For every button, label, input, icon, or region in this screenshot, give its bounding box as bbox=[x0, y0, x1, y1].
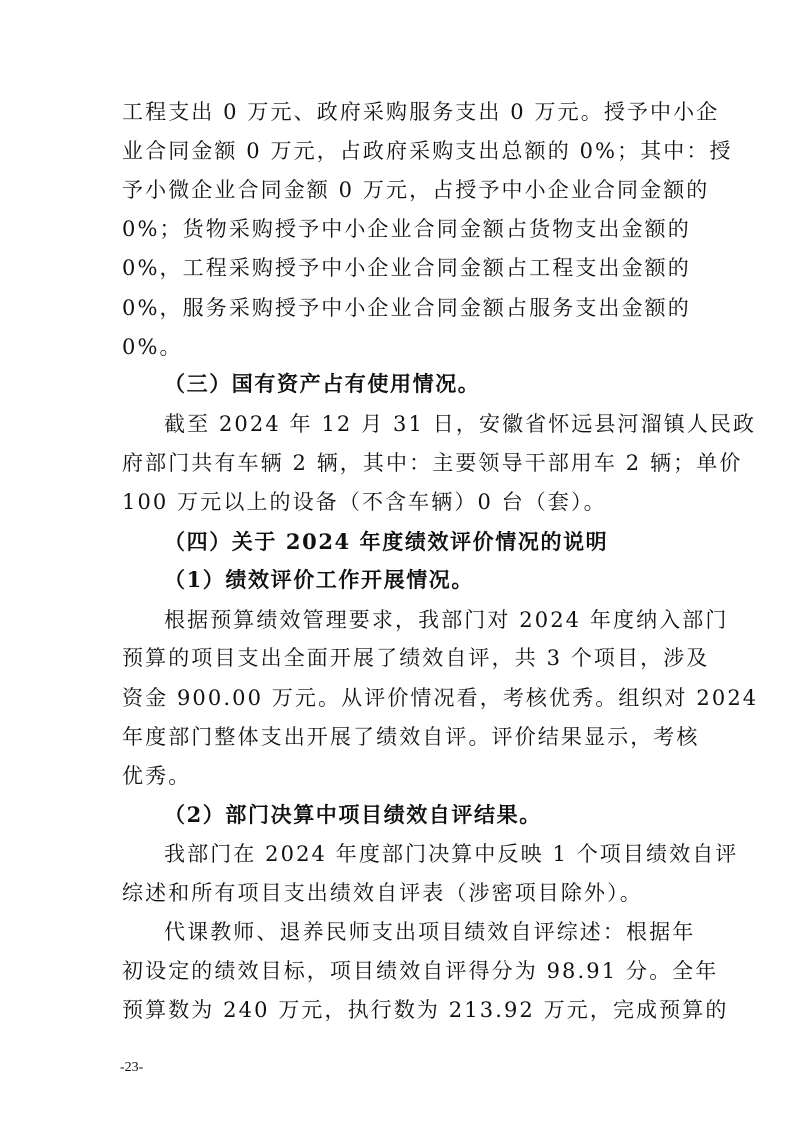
body-text-line: 代课教师、退养民师支出项目绩效自评综述：根据年 bbox=[164, 920, 696, 944]
body-text-line: 综述和所有项目支出绩效自评表（涉密项目除外）。 bbox=[122, 881, 643, 905]
body-text-line: 截至 2024 年 12 月 31 日，安徽省怀远县河溜镇人民政 bbox=[164, 412, 757, 436]
section-heading-performance: （四）关于 2024 年度绩效评价情况的说明 bbox=[164, 529, 609, 554]
body-text-line: 年度部门整体支出开展了绩效自评。评价结果显示，考核 bbox=[122, 725, 700, 749]
body-text-line: 府部门共有车辆 2 辆，其中：主要领导干部用车 2 辆；单价 bbox=[122, 451, 743, 475]
body-text-line: 工程支出 0 万元、政府采购服务支出 0 万元。授予中小企 bbox=[122, 100, 720, 124]
body-text-line: 预算数为 240 万元，执行数为 213.92 万元，完成预算的 bbox=[122, 998, 729, 1022]
body-text-line: 0%，服务采购授予中小企业合同金额占服务支出金额的 bbox=[122, 296, 691, 320]
body-text-line: 根据预算绩效管理要求，我部门对 2024 年度纳入部门 bbox=[164, 608, 729, 632]
page-number: -23- bbox=[120, 1060, 144, 1075]
body-text-line: 0%，工程采购授予中小企业合同金额占工程支出金额的 bbox=[122, 256, 691, 280]
body-text-line: 业合同金额 0 万元，占政府采购支出总额的 0%；其中：授 bbox=[122, 139, 733, 163]
body-text-line: 0%；货物采购授予中小企业合同金额占货物支出金额的 bbox=[122, 217, 691, 241]
body-text-line: 初设定的绩效目标，项目绩效自评得分为 98.91 分。全年 bbox=[122, 959, 719, 983]
body-text-line: 0%。 bbox=[122, 335, 183, 359]
subsection-heading-2: （2）部门决算中项目绩效自评结果。 bbox=[164, 802, 542, 827]
body-text-line: 100 万元以上的设备（不含车辆）0 台（套）。 bbox=[122, 490, 607, 514]
body-text-line: 预算的项目支出全面开展了绩效自评，共 3 个项目，涉及 bbox=[122, 646, 710, 670]
section-heading-assets: （三）国有资产占有使用情况。 bbox=[164, 371, 481, 396]
body-text-line: 资金 900.00 万元。从评价情况看，考核优秀。组织对 2024 bbox=[122, 686, 759, 710]
body-text-line: 予小微企业合同金额 0 万元，占授予中小企业合同金额的 bbox=[122, 178, 710, 202]
body-text-line: 优秀。 bbox=[122, 764, 192, 788]
subsection-heading-1: （1）绩效评价工作开展情况。 bbox=[164, 567, 475, 592]
body-text-line: 我部门在 2024 年度部门决算中反映 1 个项目绩效自评 bbox=[164, 842, 739, 866]
